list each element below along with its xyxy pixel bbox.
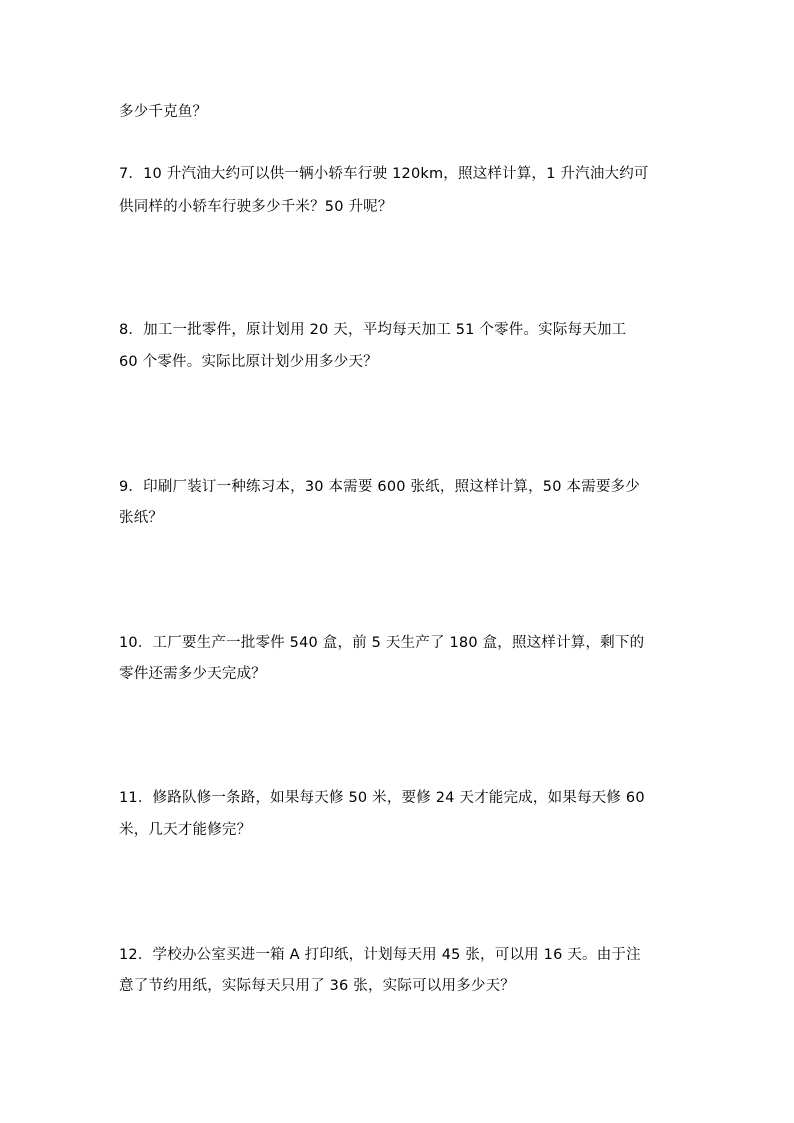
problem-8-line-2: 60 个零件。实际比原计划少用多少天？ (119, 354, 378, 370)
continuation-text: 多少千克鱼？ (119, 104, 208, 120)
problem-11-line-2: 米，几天才能修完？ (119, 822, 252, 838)
problem-10-line-1: 10．工厂要生产一批零件 540 盒，前 5 天生产了 180 盒，照这样计算，剩下的 (119, 635, 645, 651)
problem-12-line-1: 12．学校办公室买进一箱 A 打印纸，计划每天用 45 张，可以用 16 天。由于注 (119, 947, 641, 963)
problem-9-line-2: 张纸？ (119, 510, 164, 526)
problem-7-line-1: 7．10 升汽油大约可以供一辆小轿车行驶 120km，照这样计算，1 升汽油大约可 (119, 166, 649, 182)
problem-8-line-1: 8．加工一批零件，原计划用 20 天，平均每天加工 51 个零件。实际每天加工 (119, 322, 627, 338)
problem-12-line-2: 意了节约用纸，实际每天只用了 36 张，实际可以用多少天？ (119, 978, 515, 994)
problem-11-line-1: 11．修路队修一条路，如果每天修 50 米，要修 24 天才能完成，如果每天修 60 (119, 790, 645, 806)
problem-9-line-1: 9．印刷厂装订一种练习本，30 本需要 600 张纸，照这样计算，50 本需要多少 (119, 479, 640, 495)
problem-10-line-2: 零件还需多少天完成？ (119, 666, 266, 682)
problem-7-line-2: 供同样的小轿车行驶多少千米？50 升呢？ (119, 199, 393, 215)
